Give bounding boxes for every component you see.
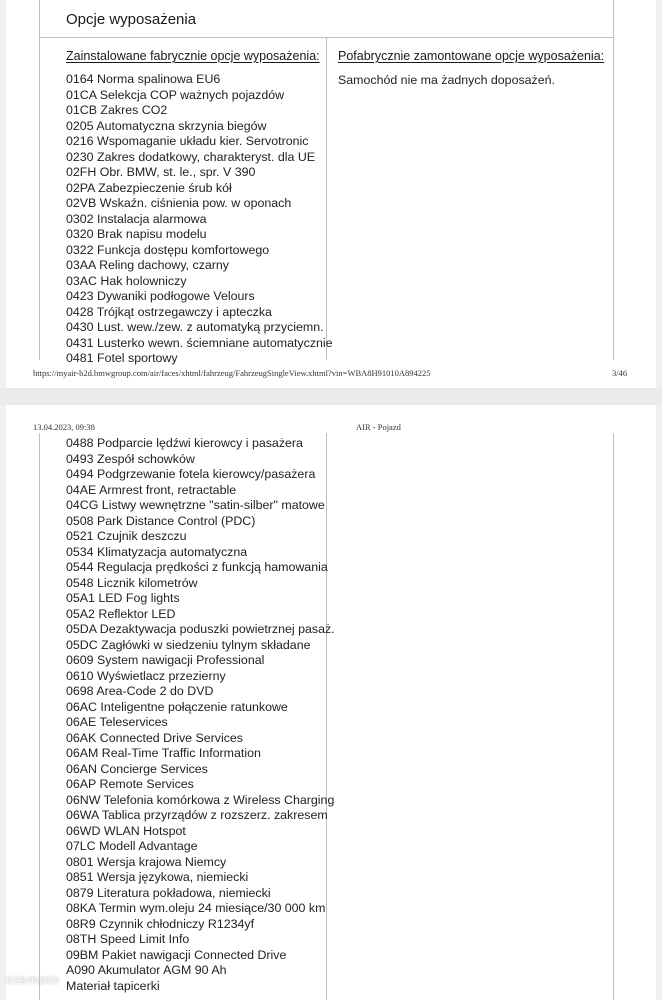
option-item: 08KA Termin wym.oleju 24 miesiące/30 000 km: [66, 901, 326, 915]
option-item: 0216 Wspomaganie układu kier. Servotronic: [66, 134, 309, 148]
option-item: 06NW Telefonia komórkowa z Wireless Charging: [66, 792, 335, 807]
table-border-right: [613, 0, 614, 360]
option-item: 0320 Brak napisu modelu: [66, 227, 207, 241]
footer-url: https://myair-b2d.bmwgroup.com/air/faces/xhtml/fahrzeug/FahrzeugSingleView.xhtml?vin=WBA8H91010A894225: [33, 368, 431, 378]
option-item: 03AA Reling dachowy, czarny: [66, 258, 230, 272]
option-item: 0493 Zespół schowków: [66, 451, 195, 466]
option-item: 0230 Zakres dodatkowy, charakteryst. dla UE: [66, 149, 316, 164]
page-separator: [0, 388, 662, 405]
factory-options-list: [66, 72, 333, 367]
option-item: 0205 Automatyczna skrzynia biegów: [66, 118, 267, 133]
option-item: 0534 Klimatyzacja automatyczna: [66, 544, 248, 559]
option-item: 06AE Teleservices: [66, 715, 168, 729]
factory-options-heading: Zainstalowane fabrycznie opcje wyposażenia:: [66, 49, 320, 63]
document-page-4: [0, 405, 662, 1000]
table-border-left: [39, 433, 40, 1000]
option-item: 06AK Connected Drive Services: [66, 730, 243, 745]
option-item: 07LC Modell Advantage: [66, 839, 198, 853]
footer-page-number: 3/46: [612, 368, 628, 378]
option-item: 0544 Regulacja prędkości z funkcją hamowania: [66, 560, 328, 574]
watermark-logo: otomoto: [6, 972, 60, 987]
option-item: 0423 Dywaniki podłogowe Velours: [66, 289, 255, 303]
option-item: 0164 Norma spalinowa EU6: [66, 72, 221, 86]
option-item: 0508 Park Distance Control (PDC): [66, 513, 256, 528]
factory-options-list-continued: [66, 436, 335, 994]
option-item: 04CG Listwy wewnętrzne "satin-silber" matowe: [66, 498, 325, 512]
option-item: 01CA Selekcja COP ważnych pojazdów: [66, 87, 285, 102]
option-item: 04AE Armrest front, retractable: [66, 482, 237, 497]
option-item: 09BM Pakiet nawigacji Connected Drive: [66, 947, 287, 962]
option-item: 08TH Speed Limit Info: [66, 932, 190, 946]
option-item: 08R9 Czynnik chłodniczy R1234yf: [66, 916, 255, 931]
option-item: 0428 Trójkąt ostrzegawczy i apteczka: [66, 304, 272, 319]
print-header-date: 13.04.2023, 09:38: [33, 422, 95, 432]
option-item: 0430 Lust. wew./zew. z automatyką przyciemn.: [66, 320, 324, 334]
option-item: 05A2 Reflektor LED: [66, 606, 176, 621]
option-item: 06AC Inteligentne połączenie ratunkowe: [66, 699, 288, 714]
option-item: 06WA Tablica przyrządów z rozszerz. zakresem: [66, 808, 328, 822]
option-item: 06AN Concierge Services: [66, 761, 208, 776]
page-margin-left: [0, 405, 6, 1000]
table-border-left: [39, 0, 40, 360]
section-title: Opcje wyposażenia: [66, 11, 197, 28]
print-header-title: AIR - Pojazd: [356, 422, 401, 432]
option-item: 05DC Zagłówki w siedzeniu tylnym składane: [66, 637, 311, 652]
option-item: Materiał tapicerki: [66, 978, 160, 993]
option-item: 06AP Remote Services: [66, 777, 194, 791]
option-item: 0494 Podgrzewanie fotela kierowcy/pasażera: [66, 467, 316, 481]
option-item: 0879 Literatura pokładowa, niemiecki: [66, 885, 271, 900]
option-item: 0481 Fotel sportowy: [66, 351, 178, 365]
option-item: 0431 Lusterko wewn. ściemniane automatycznie: [66, 335, 333, 350]
option-item: 0322 Funkcja dostępu komfortowego: [66, 242, 270, 257]
option-item: 06WD WLAN Hotspot: [66, 823, 186, 838]
page-margin-left: [0, 0, 6, 388]
option-item: 0610 Wyświetlacz przezierny: [66, 668, 226, 683]
option-item: 03AC Hak holowniczy: [66, 273, 187, 288]
option-item: 0548 Licznik kilometrów: [66, 575, 198, 590]
document-page-3: [0, 0, 662, 388]
option-item: 05A1 LED Fog lights: [66, 591, 180, 605]
table-border-right: [613, 433, 614, 1000]
option-item: 0302 Instalacja alarmowa: [66, 211, 207, 226]
option-item: A090 Akumulator AGM 90 Ah: [66, 963, 227, 977]
option-item: 0698 Area-Code 2 do DVD: [66, 684, 214, 698]
option-item: 06AM Real-Time Traffic Information: [66, 746, 261, 760]
option-item: 0488 Podparcie lędźwi kierowcy i pasażera: [66, 436, 303, 450]
option-item: 0521 Czujnik deszczu: [66, 529, 187, 543]
option-item: 0801 Wersja krajowa Niemcy: [66, 854, 227, 869]
option-item: 05DA Dezaktywacja poduszki powietrznej pasaż.: [66, 622, 335, 636]
option-item: 02FH Obr. BMW, st. le., spr. V 390: [66, 165, 256, 179]
option-item: 02VB Wskaźn. ciśnienia pow. w oponach: [66, 196, 292, 210]
option-item: 0609 System nawigacji Professional: [66, 653, 265, 667]
option-item: 0851 Wersja językowa, niemiecki: [66, 870, 249, 884]
option-item: 01CB Zakres CO2: [66, 103, 168, 117]
page-margin-right: [656, 405, 662, 1000]
option-item: 02PA Zabezpieczenie śrub kół: [66, 180, 232, 195]
page-margin-right: [656, 0, 662, 388]
retrofit-options-note: Samochód nie ma żadnych doposażeń.: [338, 73, 555, 87]
retrofit-options-heading: Pofabrycznie zamontowane opcje wyposażenia:: [338, 49, 605, 63]
